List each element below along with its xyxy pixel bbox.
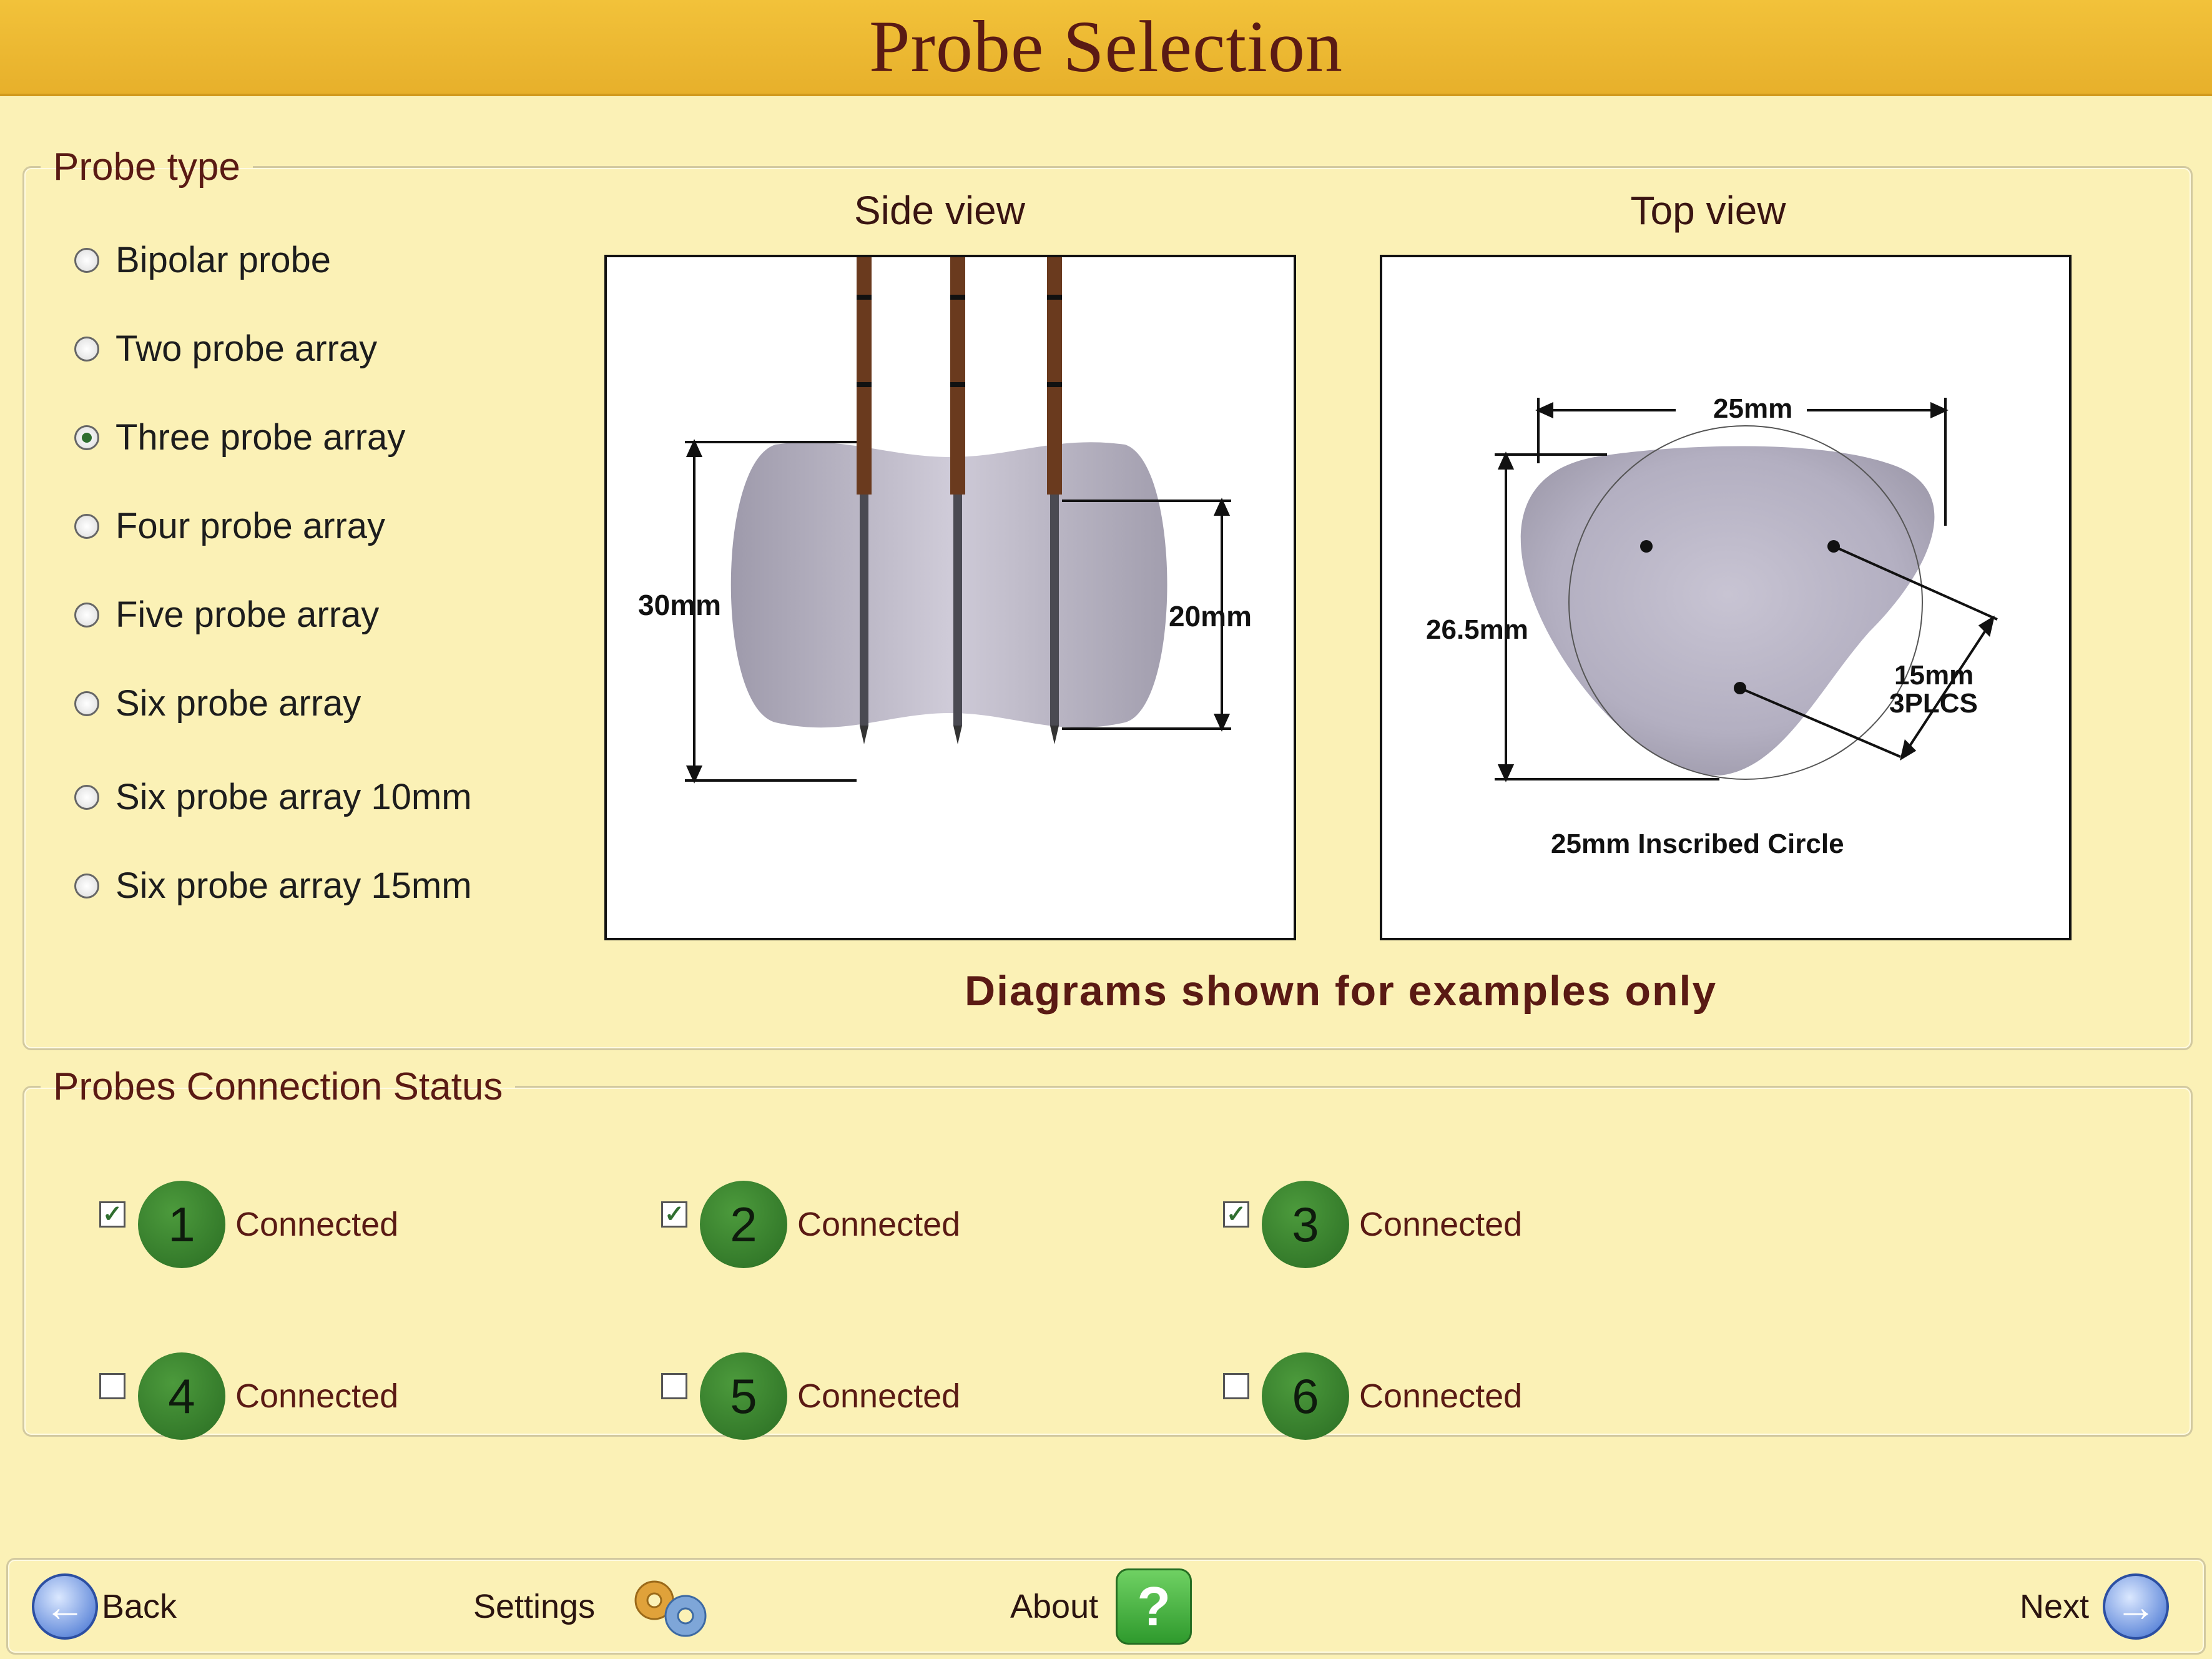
- next-label: Next: [2020, 1588, 2090, 1625]
- radio-label: Two probe array: [116, 328, 378, 369]
- probe-number-badge: 1: [138, 1181, 225, 1268]
- radio-button[interactable]: [74, 691, 99, 716]
- top-view-diagram: [1380, 255, 2072, 940]
- probe-checkbox-3[interactable]: ✓: [1223, 1201, 1249, 1228]
- radio-label: Six probe array 15mm: [116, 865, 472, 906]
- side-height-label: 30mm: [638, 589, 721, 621]
- radio-button[interactable]: [74, 785, 99, 810]
- connection-status-group: [22, 1065, 2193, 1437]
- side-view-diagram: [604, 255, 1296, 940]
- probe-checkbox-6[interactable]: [1223, 1373, 1249, 1399]
- radio-button-selected[interactable]: [74, 425, 99, 450]
- radio-label: Six probe array: [116, 683, 361, 724]
- probe-status-5: [661, 1352, 960, 1440]
- radio-six-probe-array-10mm[interactable]: [74, 776, 472, 818]
- probe-number-badge: 3: [1262, 1181, 1349, 1268]
- top-width-label: 25mm: [1713, 393, 1793, 424]
- probe-status-label: Connected: [235, 1206, 399, 1243]
- radio-label: Six probe array 10mm: [116, 777, 472, 817]
- next-button[interactable]: [2020, 1560, 2169, 1653]
- probe-number-badge: 6: [1262, 1352, 1349, 1440]
- top-spacing-label: 15mm: [1894, 660, 1974, 691]
- probe-number-badge: 5: [700, 1352, 787, 1440]
- radio-label: Bipolar probe: [116, 240, 331, 280]
- settings-label: Settings: [473, 1588, 596, 1625]
- radio-six-probe-array[interactable]: [74, 682, 361, 724]
- arrow-right-icon: →: [2103, 1573, 2169, 1640]
- probe-number-badge: 2: [700, 1181, 787, 1268]
- help-icon: ?: [1116, 1568, 1192, 1645]
- radio-button[interactable]: [74, 337, 99, 362]
- title-bar: [0, 0, 2212, 96]
- probe-status-4: [99, 1352, 398, 1440]
- radio-four-probe-array[interactable]: [74, 505, 385, 547]
- radio-label: Three probe array: [116, 417, 406, 458]
- side-tip-label: 20mm: [1169, 600, 1252, 633]
- connection-status-legend: Probes Connection Status: [53, 1065, 503, 1108]
- probe-status-label: Connected: [235, 1377, 399, 1415]
- side-view-title: Side view: [854, 188, 1025, 233]
- diagram-disclaimer: Diagrams shown for examples only: [965, 967, 1718, 1015]
- about-label: About: [1010, 1588, 1099, 1625]
- probe-status-1: [99, 1181, 398, 1268]
- radio-two-probe-array[interactable]: [74, 328, 377, 370]
- about-button[interactable]: [1010, 1560, 1192, 1653]
- radio-label: Five probe array: [116, 594, 380, 635]
- probe-type-legend: Probe type: [53, 145, 240, 189]
- top-depth-label: 26.5mm: [1426, 614, 1528, 645]
- radio-button[interactable]: [74, 248, 99, 273]
- radio-bipolar-probe[interactable]: [74, 239, 331, 281]
- radio-six-probe-array-15mm[interactable]: [74, 865, 472, 907]
- radio-button[interactable]: [74, 514, 99, 539]
- probe-status-label: Connected: [1359, 1206, 1523, 1243]
- probe-status-label: Connected: [797, 1206, 961, 1243]
- back-label: Back: [102, 1588, 177, 1625]
- radio-five-probe-array[interactable]: [74, 594, 379, 636]
- probe-status-3: [1223, 1181, 1522, 1268]
- probe-checkbox-4[interactable]: [99, 1373, 125, 1399]
- probe-number-badge: 4: [138, 1352, 225, 1440]
- probe-status-2: [661, 1181, 960, 1268]
- top-spacing-count-label: 3PLCS: [1889, 688, 1978, 719]
- page-title: Probe Selection: [869, 6, 1343, 87]
- probe-checkbox-1[interactable]: ✓: [99, 1201, 125, 1228]
- top-caption: 25mm Inscribed Circle: [1551, 829, 1844, 859]
- top-view-title: Top view: [1630, 188, 1786, 233]
- probe-checkbox-5[interactable]: [661, 1373, 687, 1399]
- probe-checkbox-2[interactable]: ✓: [661, 1201, 687, 1228]
- arrow-left-icon: ←: [32, 1573, 98, 1640]
- bottom-nav-bar: [6, 1558, 2206, 1655]
- radio-label: Four probe array: [116, 506, 385, 546]
- radio-button[interactable]: [74, 874, 99, 898]
- probe-status-label: Connected: [797, 1377, 961, 1415]
- probe-status-label: Connected: [1359, 1377, 1523, 1415]
- radio-button[interactable]: [74, 603, 99, 628]
- settings-button[interactable]: [473, 1560, 714, 1653]
- gears-icon: [626, 1572, 714, 1641]
- probe-point-1: [1640, 540, 1653, 553]
- ablation-zone-shape: [731, 442, 1167, 727]
- probe-status-6: [1223, 1352, 1522, 1440]
- back-button[interactable]: [32, 1560, 177, 1653]
- radio-three-probe-array[interactable]: [74, 416, 405, 458]
